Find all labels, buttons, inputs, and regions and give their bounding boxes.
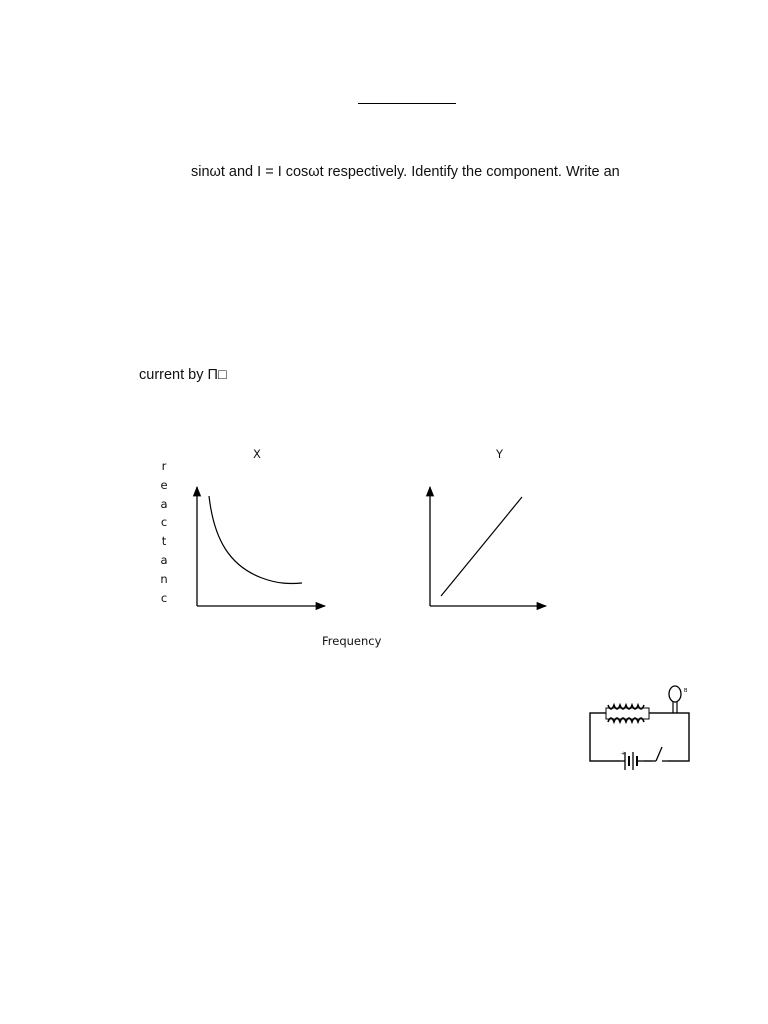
y-axis-letter: e (160, 477, 168, 492)
y-axis-letter: a (160, 552, 168, 567)
y-axis-letter: a (160, 496, 168, 511)
question-text-line: sinωt and I = I cosωt respectively. Identify the component. Write an (191, 164, 620, 180)
question-text-line-2: current by Π□ (139, 367, 227, 383)
graph-x-curve (209, 496, 302, 583)
battery-icon (620, 751, 644, 771)
y-axis-letter: c (160, 590, 168, 605)
y-axis-letter: n (160, 571, 168, 586)
inductor-coil-icon (606, 705, 649, 722)
switch-icon (652, 747, 668, 771)
svg-text:+: + (621, 751, 626, 757)
graph-x (197, 487, 325, 606)
bulb-icon (669, 686, 688, 713)
graph-x-title: X (253, 447, 261, 461)
x-axis-label: Frequency (322, 634, 382, 648)
y-axis-letter: c (160, 515, 168, 530)
circuit-diagram (584, 681, 696, 771)
y-axis-letter: r (161, 459, 167, 473)
graph-y (430, 487, 546, 606)
svg-text:B: B (684, 688, 688, 694)
graph-y-title: Y (496, 447, 504, 461)
y-axis-letter: t (161, 534, 167, 549)
graph-y-line (441, 497, 522, 596)
